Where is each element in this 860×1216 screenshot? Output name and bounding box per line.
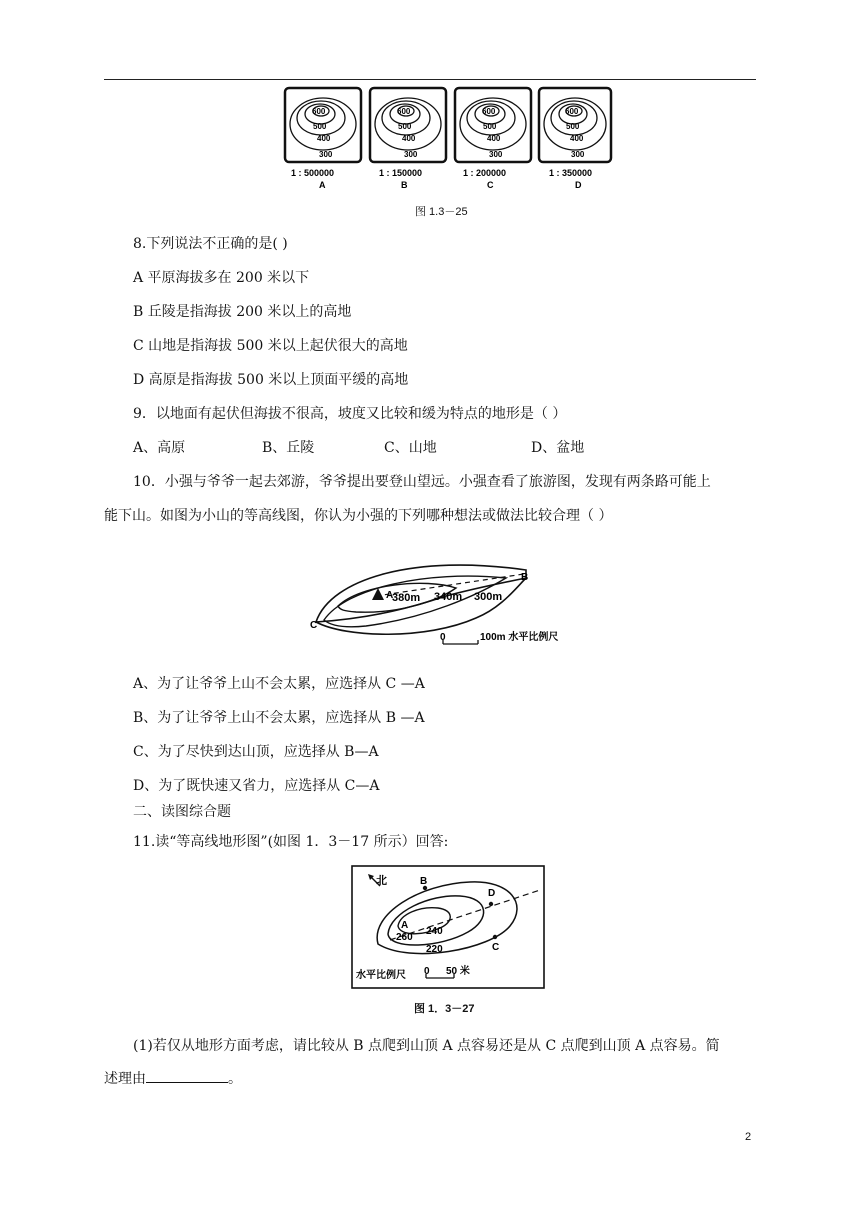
q11-sub1-line2	[104, 1068, 242, 1089]
contour-label-500-a: 500	[313, 122, 327, 131]
q11-scale-value: 50 米	[446, 966, 470, 977]
q9-stem: 9．以地面有起伏但海拔不很高，坡度又比较和缓为特点的地形是（ ）	[133, 406, 567, 422]
contour-maps-row	[283, 86, 613, 196]
q9-option-b: B、丘陵	[262, 440, 315, 456]
q8-option-b: B 丘陵是指海拔 200 米以上的高地	[133, 304, 352, 320]
q10-option-a: A、为了让爷爷上山不会太累，应选择从 C —A	[133, 676, 425, 692]
q8-option-c: C 山地是指海拔 500 米以上起伏很大的高地	[133, 338, 408, 354]
q10-contour-380: 380m	[392, 592, 421, 604]
q10-option-b: B、为了让爷爷上山不会太累，应选择从 B —A	[133, 710, 425, 726]
q10-scale-label: 100m 水平比例尺	[480, 632, 559, 643]
contour-label-600-b: 600	[397, 107, 411, 116]
map-letter-b: B	[401, 180, 408, 190]
q11-point-b: B	[420, 876, 428, 887]
scale-d: 1 : 350000	[549, 168, 593, 178]
q8-option-a: A 平原海拔多在 200 米以下	[133, 270, 310, 286]
q11-contour-map	[350, 864, 546, 990]
contour-label-400-c: 400	[487, 134, 501, 143]
scale-a: 1 : 500000	[291, 168, 335, 178]
contour-label-300-b: 300	[404, 150, 418, 159]
q11-sub1-prefix: 述理由	[104, 1071, 146, 1087]
page-number: 2	[745, 1131, 752, 1143]
q11-sub1-suffix: 。	[228, 1071, 242, 1087]
contour-label-400-a: 400	[317, 134, 331, 143]
figure-caption-27: 图 1．3－27	[414, 1003, 475, 1015]
header-rule	[104, 79, 756, 80]
q9-option-c: C、山地	[384, 440, 437, 456]
contour-label-400-d: 400	[570, 134, 584, 143]
contour-label-500-c: 500	[483, 122, 497, 131]
q11-point-d: D	[488, 888, 496, 899]
contour-label-600-c: 600	[482, 107, 496, 116]
north-label: 北	[376, 875, 387, 887]
contour-label-500-d: 500	[566, 122, 580, 131]
q10-point-c: C	[310, 620, 318, 631]
q9-option-d: D、盆地	[531, 440, 585, 456]
q10-stem-line1: 10．小强与爷爷一起去郊游，爷爷提出要登山望远。小强查看了旅游图，发现有两条路可能上	[133, 474, 711, 490]
q9-option-a: A、高原	[133, 440, 186, 456]
answer-blank[interactable]	[146, 1068, 228, 1083]
q8-stem: 8.下列说法不正确的是( )	[133, 236, 288, 252]
contour-map-b	[370, 88, 446, 162]
q11-point-a: A	[401, 920, 409, 931]
q10-scale-zero: 0	[440, 632, 446, 643]
q11-point-c: C	[492, 942, 500, 953]
q11-scale-title: 水平比例尺	[356, 970, 406, 981]
q10-stem-line2: 能下山。如图为小山的等高线图，你认为小强的下列哪种想法或做法比较合理（ ）	[104, 508, 613, 524]
contour-map-c	[455, 88, 531, 162]
scale-c: 1 : 200000	[463, 168, 507, 178]
contour-label-600-a: 600	[312, 107, 326, 116]
contour-label-300-c: 300	[489, 150, 503, 159]
q10-contour-map	[306, 548, 559, 650]
q10-contour-300: 300m	[474, 591, 503, 603]
q11-sub1-line1: (1)若仅从地形方面考虑，请比较从 B 点爬到山顶 A 点容易还是从 C 点爬到山顶 A 点容易。简	[133, 1038, 720, 1054]
map-letter-c: C	[487, 180, 494, 190]
q10-option-c: C、为了尽快到达山顶，应选择从 B—A	[133, 744, 379, 760]
map-letter-a: A	[319, 180, 326, 190]
q10-option-d: D、为了既快速又省力，应选择从 C—A	[133, 778, 380, 794]
q10-point-a: A	[386, 590, 394, 601]
map-letter-d: D	[575, 180, 582, 190]
q8-option-d: D 高原是指海拔 500 米以上顶面平缓的高地	[133, 372, 409, 388]
q11-contour-220: 220	[426, 944, 443, 955]
contour-map-d	[539, 88, 611, 162]
q11-scale-zero: 0	[424, 966, 430, 977]
contour-label-600-d: 600	[565, 107, 579, 116]
q10-point-b: B	[521, 572, 529, 583]
section-heading: 二、读图综合题	[133, 804, 231, 820]
q11-stem: 11.读“等高线地形图”(如图 1．3－17 所示）回答:	[133, 834, 449, 850]
contour-label-500-b: 500	[398, 122, 412, 131]
figure-caption-25: 图 1.3－25	[415, 206, 468, 218]
contour-label-400-b: 400	[402, 134, 416, 143]
contour-map-a	[285, 88, 361, 162]
q11-contour-260: 260	[396, 932, 413, 943]
contour-label-300-a: 300	[319, 150, 333, 159]
scale-b: 1 : 150000	[379, 168, 423, 178]
q11-contour-240: 240	[426, 926, 443, 937]
q10-contour-340: 340m	[434, 591, 463, 603]
contour-label-300-d: 300	[571, 150, 585, 159]
